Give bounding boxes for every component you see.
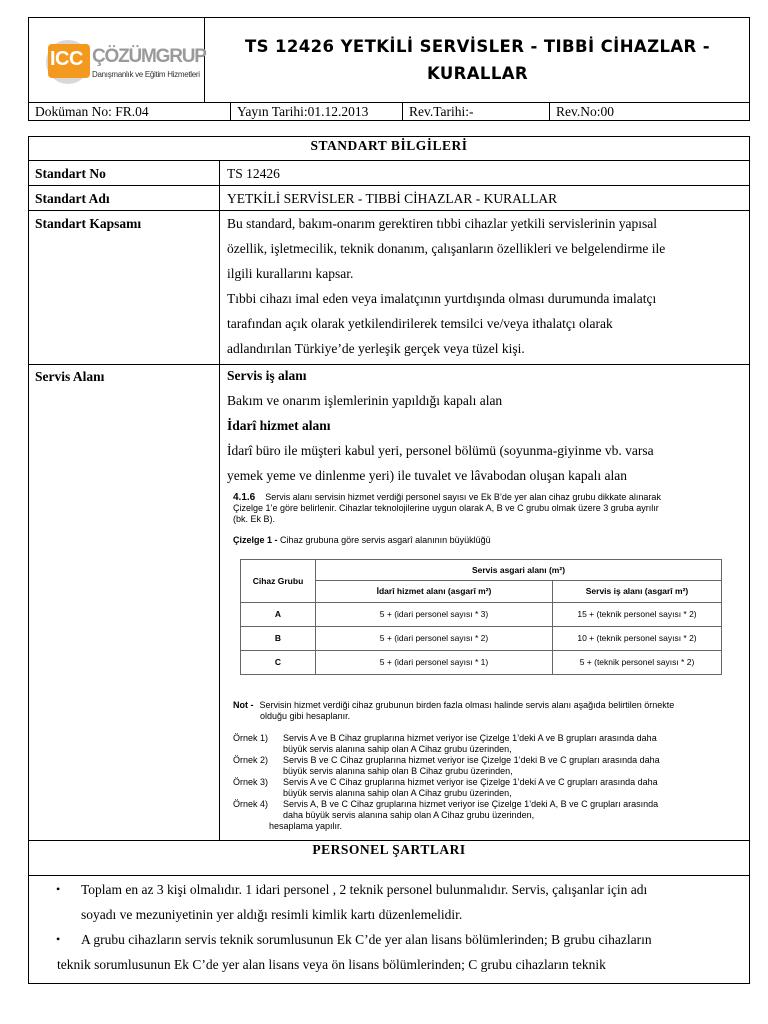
example-line: büyük servis alanına sahip olan A Cihaz grubu üzerinden, bbox=[283, 744, 512, 754]
clause-line: Çizelge 1’e göre belirlenir. Cihazlar teknolojilerine uygun olarak A, B ve C grubu olmak üzere 3 gruba ayrılır bbox=[233, 503, 659, 513]
clause-line: (bk. Ek B). bbox=[233, 514, 276, 524]
example-label: Örnek 3) bbox=[233, 777, 269, 787]
standard-info-title: STANDART BİLGİLERİ bbox=[310, 138, 468, 153]
bullet2-line: teknik sorumlusunun Ek C’de yer alan lisans veya ön lisans bölümlerinden; C grubu cihazların teknik bbox=[57, 957, 606, 972]
admin-area-line: İdarî büro ile müşteri kabul yeri, personel bölümü (soyunma-giyinme vb. varsa bbox=[227, 443, 654, 458]
note-line: Servisin hizmet verdiği cihaz grubunun birden fazla olması halinde servis alanı aşağıda belirtilen örnekte bbox=[259, 700, 675, 710]
cell-group: A bbox=[241, 603, 316, 627]
service-area-text bbox=[227, 363, 747, 488]
example-line: büyük servis alanına sahip olan B Cihaz grubu üzerinden, bbox=[283, 766, 513, 776]
label-standard-no: Standart No bbox=[35, 166, 106, 181]
bullet-icon: • bbox=[56, 932, 61, 946]
service-work-area-title: Servis iş alanı bbox=[227, 368, 307, 383]
scope-text bbox=[227, 211, 747, 361]
clause-text bbox=[233, 492, 728, 525]
bullet1-line: soyadı ve mezuniyetinin yer aldığı resimli kimlik kartı düzenlemelidir. bbox=[81, 907, 463, 922]
admin-area-title: İdarî hizmet alanı bbox=[227, 418, 331, 433]
note-label: Not - bbox=[233, 700, 254, 710]
table-caption-text: Cihaz grubuna göre servis asgarî alanının büyüklüğü bbox=[280, 535, 491, 545]
example-line: büyük servis alanına sahip olan A Cihaz grubu üzerinden, bbox=[283, 788, 512, 798]
cell-admin: 5 + (idari personel sayısı * 2) bbox=[316, 627, 553, 651]
admin-area-line: yemek yeme ve dinlenme yeri) ile tuvalet ve lâvabodan oluşan kapalı alan bbox=[227, 468, 627, 483]
scope-line: özellik, işletmecilik, teknik donanım, çalışanların özellikleri ve belgelendirme ile bbox=[227, 241, 666, 256]
row-line bbox=[28, 840, 750, 841]
example-line: Servis B ve C Cihaz gruplarına hizmet veriyor ise Çizelge 1’deki B ve C grupları arasında daha bbox=[283, 755, 660, 765]
note bbox=[233, 700, 728, 722]
col-admin-area: İdarî hizmet alanı (asgarî m²) bbox=[316, 581, 553, 603]
scope-line: adlandırılan Türkiye’de yerleşik gerçek veya tüzel kişi. bbox=[227, 341, 525, 356]
cell-group: C bbox=[241, 651, 316, 675]
example-line: Servis A ve C Cihaz gruplarına hizmet veriyor ise Çizelge 1’deki A ve C grupları arasında daha bbox=[283, 777, 658, 787]
example-label: Örnek 4) bbox=[233, 799, 269, 809]
value-standard-no: TS 12426 bbox=[227, 166, 280, 181]
bullet1-line: Toplam en az 3 kişi olmalıdır. 1 idari personel , 2 teknik personel bulunmalıdır. Servis, çalışanlar için adı bbox=[81, 882, 648, 897]
scope-line: Tıbbi cihazı imal eden veya imalatçının yurtdışında olması durumunda imalatçı bbox=[227, 291, 657, 306]
example-item bbox=[233, 777, 728, 799]
table-row bbox=[241, 651, 722, 675]
table-row bbox=[241, 627, 722, 651]
cell-service: 5 + (teknik personel sayısı * 2) bbox=[553, 651, 722, 675]
column-divider bbox=[219, 160, 220, 840]
label-standard-scope: Standart Kapsamı bbox=[35, 216, 142, 231]
bullet2-line: A grubu cihazların servis teknik sorumlusunun Ek C’de yer alan lisans bölümlerinden; B grubu cihazların bbox=[81, 932, 652, 947]
scope-line: Bu standard, bakım-onarım gerektiren tıbbi cihazlar yetkili servislerinin yapısal bbox=[227, 216, 657, 231]
example-label: Örnek 2) bbox=[233, 755, 269, 765]
document-title-line2: KURALLAR bbox=[426, 64, 529, 83]
example-item bbox=[233, 799, 728, 821]
examples bbox=[233, 733, 728, 832]
logo-brand: ÇÖZÜMGRUP bbox=[92, 46, 206, 67]
revision-number: Rev.No:00 bbox=[556, 104, 614, 119]
example-line: daha büyük servis alanına sahip olan A Cihaz grubu üzerinden, bbox=[283, 810, 535, 820]
label-standard-name: Standart Adı bbox=[35, 191, 110, 206]
personnel-title: PERSONEL ŞARTLARI bbox=[312, 842, 466, 857]
standard-excerpt-figure bbox=[225, 488, 730, 836]
area-table bbox=[240, 559, 722, 675]
row-line bbox=[28, 185, 750, 186]
logo-tagline: Danışmanlık ve Eğitim Hizmetleri bbox=[92, 70, 200, 79]
logo-icc: ICC bbox=[50, 48, 83, 70]
row-line bbox=[28, 160, 750, 161]
company-logo bbox=[44, 24, 206, 98]
col-device-group: Cihaz Grubu bbox=[241, 560, 316, 603]
example-closing: hesaplama yapılır. bbox=[269, 821, 343, 831]
cell-service: 15 + (teknik personel sayısı * 2) bbox=[553, 603, 722, 627]
cell-service: 10 + (teknik personel sayısı * 2) bbox=[553, 627, 722, 651]
example-line: Servis A, B ve C Cihaz gruplarına hizmet veriyor ise Çizelge 1’deki A, B ve C grupları arasında bbox=[283, 799, 659, 809]
example-label: Örnek 1) bbox=[233, 733, 269, 743]
example-line: Servis A ve B Cihaz gruplarına hizmet veriyor ise Çizelge 1’deki A ve B grupları arasında daha bbox=[283, 733, 657, 743]
service-work-area-text: Bakım ve onarım işlemlerinin yapıldığı kapalı alan bbox=[227, 393, 503, 408]
value-standard-name: YETKİLİ SERVİSLER - TIBBİ CİHAZLAR - KURALLAR bbox=[227, 191, 558, 206]
row-line bbox=[28, 875, 750, 876]
label-service-area: Servis Alanı bbox=[35, 369, 105, 384]
personnel-requirements bbox=[28, 877, 748, 977]
col-service-min-area: Servis asgari alanı (m²) bbox=[316, 560, 722, 581]
cell-group: B bbox=[241, 627, 316, 651]
table-caption bbox=[233, 535, 491, 546]
table-caption-label: Çizelge 1 - bbox=[233, 535, 278, 545]
revision-date: Rev.Tarihi:- bbox=[409, 104, 474, 119]
note-line: olduğu gibi hesaplanır. bbox=[260, 711, 351, 721]
cell-admin: 5 + (idari personel sayısı * 3) bbox=[316, 603, 553, 627]
scope-line: tarafından açık olarak yetkilendirilerek temsilci ve/veya ithalatçı olarak bbox=[227, 316, 613, 331]
document-title bbox=[205, 33, 750, 87]
bullet-icon: • bbox=[56, 882, 61, 896]
publish-date: Yayın Tarihi:01.12.2013 bbox=[237, 104, 369, 119]
example-item bbox=[233, 733, 728, 755]
clause-number: 4.1.6 bbox=[233, 492, 256, 503]
example-item bbox=[233, 755, 728, 777]
clause-line: Servis alanı servisin hizmet verdiği personel sayısı ve Ek B’de yer alan cihaz grubu dikkate alınarak bbox=[265, 492, 661, 502]
col-service-work-area: Servis iş alanı (asgarî m²) bbox=[553, 581, 722, 603]
doc-number: Doküman No: FR.04 bbox=[35, 104, 149, 119]
table-row bbox=[241, 603, 722, 627]
scope-line: ilgili kurallarını kapsar. bbox=[227, 266, 354, 281]
cell-admin: 5 + (idari personel sayısı * 1) bbox=[316, 651, 553, 675]
document-title-line1: TS 12426 YETKİLİ SERVİSLER - TIBBİ CİHAZLAR - bbox=[244, 37, 711, 56]
